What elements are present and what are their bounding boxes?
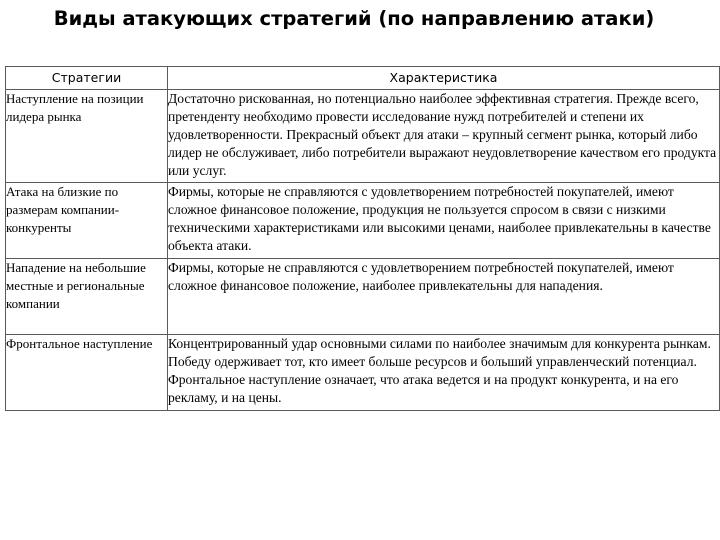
strategy-table — [5, 66, 720, 411]
table-row — [6, 259, 720, 335]
table-header-row — [6, 67, 720, 90]
strategy-cell: Наступление на позиции лидера рынка — [6, 90, 168, 183]
table-row — [6, 183, 720, 259]
strategy-cell: Нападение на небольшие местные и региональные компании — [6, 259, 168, 335]
header-strategy: Стратегии — [6, 67, 168, 90]
strategy-cell: Атака на близкие по размерам компании-конкуренты — [6, 183, 168, 259]
characteristic-cell: Фирмы, которые не справляются с удовлетворением потребностей покупателей, имеют сложное финансовое положение, продукция не пользуется спросом в связи с низкими техническими характеристиками или высокими ценами, наиболее привлекательны в качестве объекта атаки. — [168, 183, 720, 259]
strategy-cell: Фронтальное наступление — [6, 335, 168, 411]
characteristic-cell: Достаточно рискованная, но потенциально наиболее эффективная стратегия. Прежде всего, претенденту необходимо провести исследование нужд потребителей и степени их удовлетворенности. Прекрасный объект для атаки – крупный сегмент рынка, который либо лидер не обслуживает, либо потребители выражают неудовлетворение качеством его продукта или услуг. — [168, 90, 720, 183]
table-row — [6, 335, 720, 411]
characteristic-cell: Концентрированный удар основными силами по наиболее значимым для конкурента рынкам. Победу одерживает тот, кто имеет больше ресурсов и больший управленческий потенциал. Фронтальное наступление означает, что атака ведется и на продукт конкурента, и на его рекламу, и на цены. — [168, 335, 720, 411]
header-characteristic: Характеристика — [168, 67, 720, 90]
page-title: Виды атакующих стратегий (по направлению атаки) — [53, 7, 655, 30]
table-row — [6, 90, 720, 183]
characteristic-cell: Фирмы, которые не справляются с удовлетворением потребностей покупателей, имеют сложное финансовое положение, наиболее привлекательны для нападения. — [168, 259, 720, 335]
